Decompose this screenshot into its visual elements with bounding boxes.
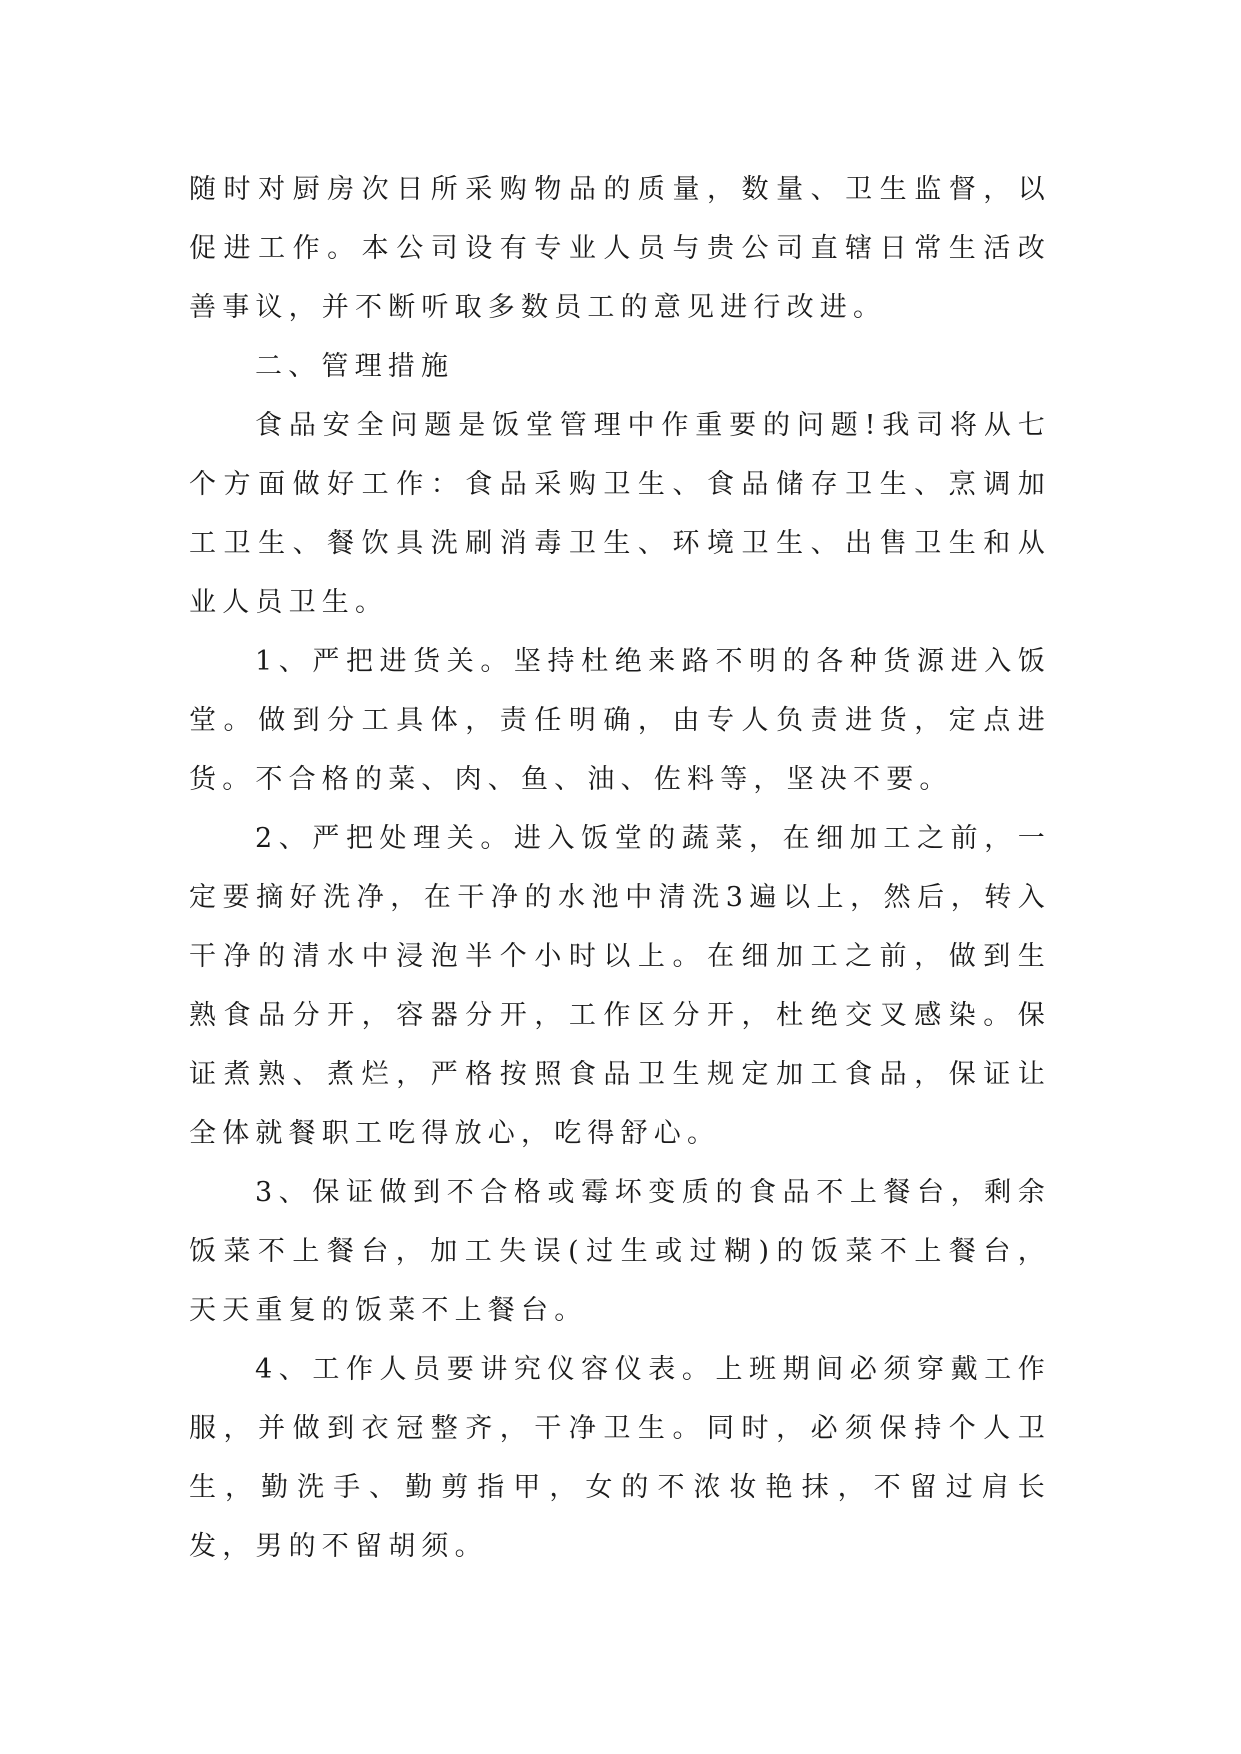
paragraph-intro: 食品安全问题是饭堂管理中作重要的问题!我司将从七个方面做好工作：食品采购卫生、食品储存卫生、烹调加工卫生、餐饮具洗刷消毒卫生、环境卫生、出售卫生和从业人员卫生。	[189, 410, 1051, 618]
paragraph-continuation: 随时对厨房次日所采购物品的质量，数量、卫生监督，以促进工作。本公司设有专业人员与贵公司直辖日常生活改善事议，并不断听取多数员工的意见进行改进。	[189, 174, 1051, 323]
section-heading: 二、管理措施	[255, 351, 455, 382]
body-text	[189, 160, 1051, 1576]
paragraph-item-4: 4、工作人员要讲究仪容仪表。上班期间必须穿戴工作服，并做到衣冠整齐，干净卫生。同时，必须保持个人卫生，勤洗手、勤剪指甲，女的不浓妆艳抹，不留过肩长发，男的不留胡须。	[189, 1354, 1051, 1562]
paragraph-item-3: 3、保证做到不合格或霉坏变质的食品不上餐台，剩余饭菜不上餐台，加工失误(过生或过糊)的饭菜不上餐台，天天重复的饭菜不上餐台。	[189, 1177, 1051, 1326]
paragraph-item-1: 1、严把进货关。坚持杜绝来路不明的各种货源进入饭堂。做到分工具体，责任明确，由专人负责进货，定点进货。不合格的菜、肉、鱼、油、佐料等，坚决不要。	[189, 646, 1051, 795]
paragraph-item-2: 2、严把处理关。进入饭堂的蔬菜，在细加工之前，一定要摘好洗净，在干净的水池中清洗3遍以上，然后，转入干净的清水中浸泡半个小时以上。在细加工之前，做到生熟食品分开，容器分开，工作区分开，杜绝交叉感染。保证煮熟、煮烂，严格按照食品卫生规定加工食品，保证让全体就餐职工吃得放心，吃得舒心。	[189, 823, 1051, 1149]
